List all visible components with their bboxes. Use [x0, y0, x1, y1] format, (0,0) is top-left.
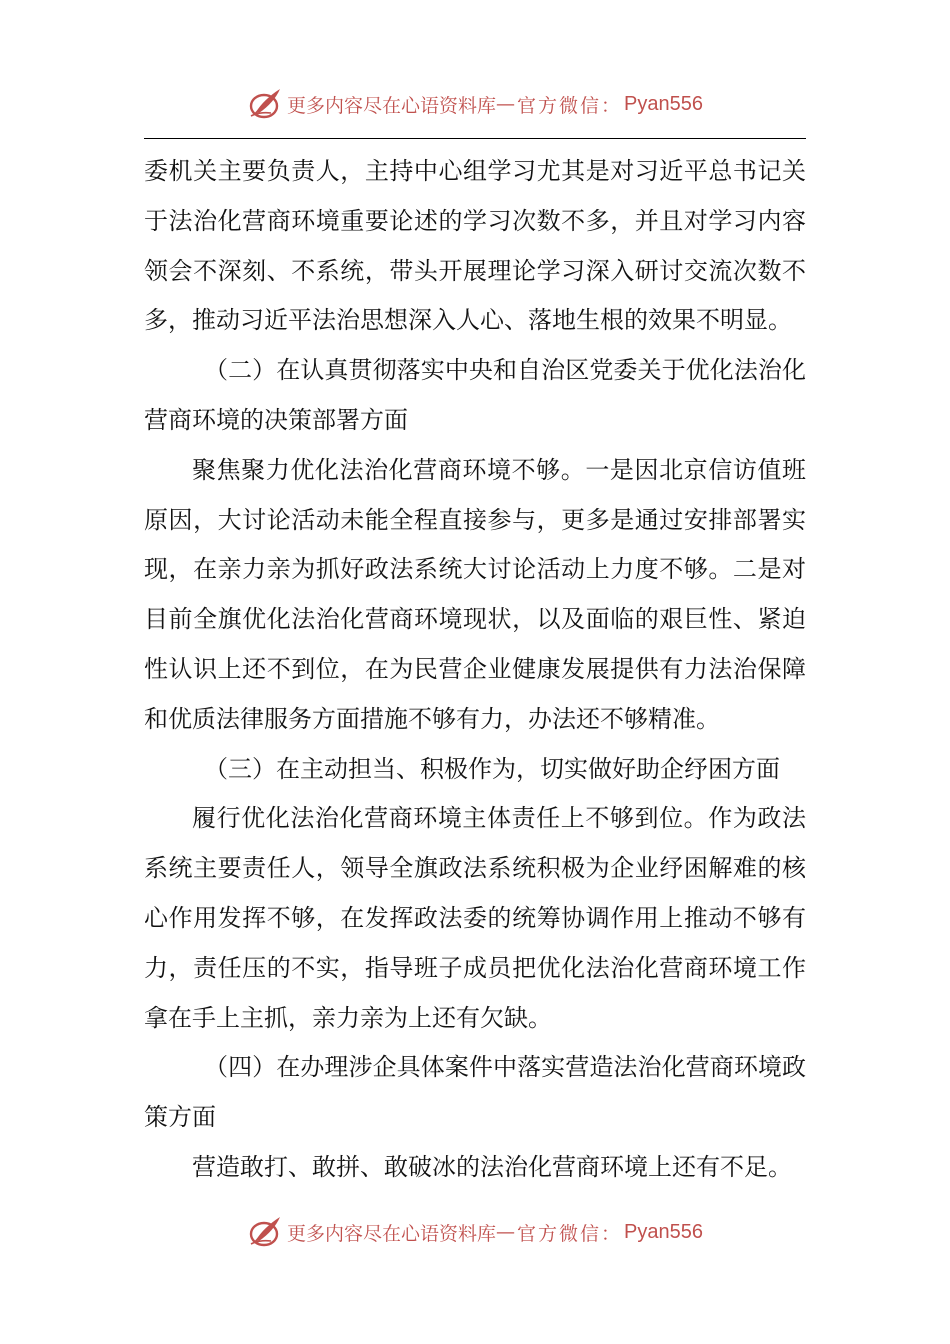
section-heading-3: （三）在主动担当、积极作为，切实做好助企纾困方面	[204, 754, 780, 783]
quill-pen-logo-icon	[247, 86, 283, 122]
section-heading-2: （二）在认真贯彻落实中央和自治区党委关于优化法治化营商环境的决策部署方面	[144, 356, 806, 434]
footer-watermark	[0, 1212, 950, 1252]
footer-official-text: 官方微信：	[517, 1222, 623, 1245]
section-heading-4: （四）在办理涉企具体案件中落实营造法治化营商环境政策方面	[144, 1053, 806, 1132]
footer-site-text: 更多内容尽在心语资料库	[287, 1222, 497, 1245]
footer-separator: —	[496, 1221, 518, 1243]
header-site-text: 更多内容尽在心语资料库	[287, 94, 497, 117]
paragraph-section-3: 履行优化法治化营商环境主体责任上不够到位。作为政法系统主要责任人，领导全旗政法系统积极为企业纾困解难的核心作用发挥不够，在发挥政法委的统筹协调作用上推动不够有力，责任压的不实，指导班子成员把优化法治化营商环境工作拿在手上主抓，亲力亲为上还有欠缺。	[144, 804, 806, 1032]
header-separator: —	[496, 93, 518, 115]
paragraph-section-4: 营造敢打、敢拼、敢破冰的法治化营商环境上还有不足。	[192, 1152, 792, 1181]
footer-wechat-id: Pyan556	[624, 1220, 703, 1243]
paragraph-section-2: 聚焦聚力优化法治化营商环境不够。一是因北京信访值班原因，大讨论活动未能全程直接参与，更多是通过安排部署实现，在亲力亲为抓好政法系统大讨论活动上力度不够。二是对目前全旗优化法治化营商环境现状，以及面临的艰巨性、紧迫性认识上还不到位，在为民营企业健康发展提供有力法治保障和优质法律服务方面措施不够有力，办法还不够精准。	[144, 455, 806, 733]
header-wechat-id: Pyan556	[624, 92, 703, 115]
paragraph-continuation: 委机关主要负责人，主持中心组学习尤其是对习近平总书记关于法治化营商环境重要论述的学习次数不多，并且对学习内容领会不深刻、不系统，带头开展理论学习深入研讨交流次数不多，推动习近平法治思想深入人心、落地生根的效果不明显。	[144, 157, 806, 335]
document-body	[144, 147, 806, 1193]
quill-pen-logo-icon	[247, 1214, 283, 1250]
header-divider	[144, 138, 806, 139]
header-official-text: 官方微信：	[517, 94, 623, 117]
header-watermark	[0, 84, 950, 124]
